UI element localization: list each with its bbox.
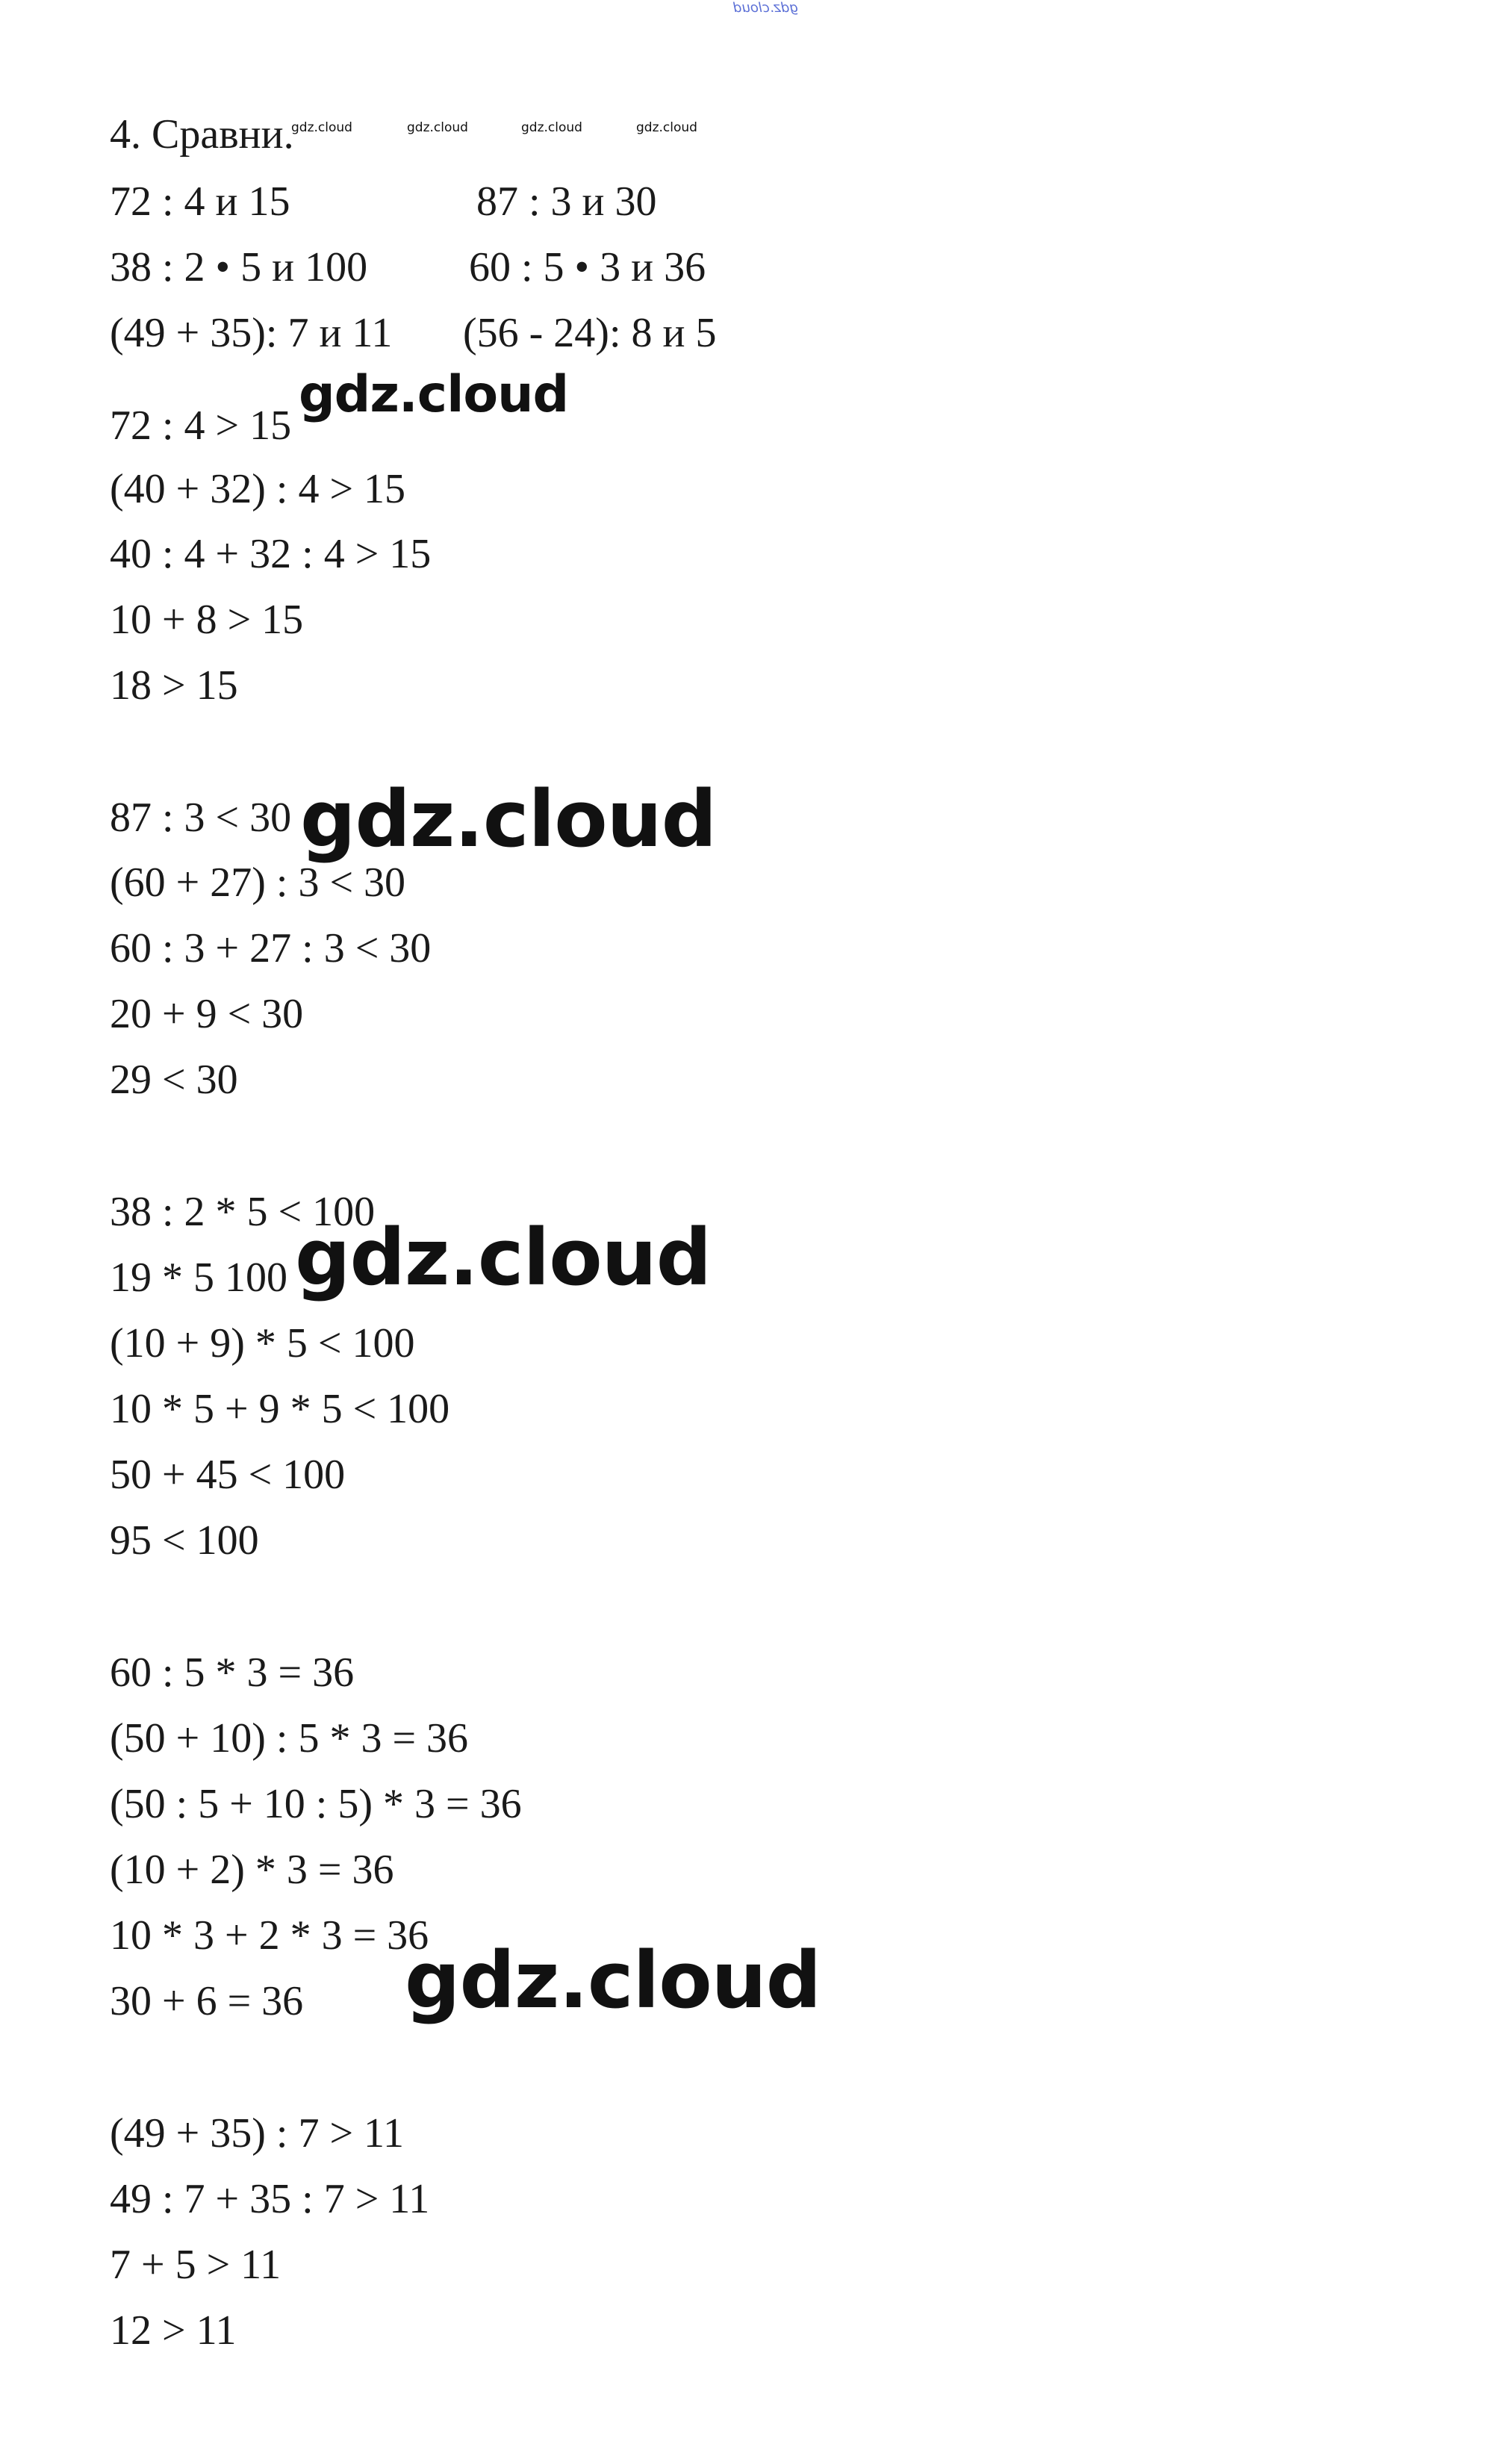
solution-1-line-5: 18 > 15 <box>110 662 238 709</box>
solution-4-line-1: 60 : 5 * 3 = 36 <box>110 1650 355 1696</box>
solution-4-line-6: 30 + 6 = 36 <box>110 1978 304 2024</box>
watermark-small-4: gdz.cloud <box>636 120 697 135</box>
solution-1-line-2: (40 + 32) : 4 > 15 <box>110 466 406 512</box>
solution-1-line-3: 40 : 4 + 32 : 4 > 15 <box>110 531 432 577</box>
solution-2-line-2: (60 + 27) : 3 < 30 <box>110 859 406 906</box>
watermark-big-3: gdz.cloud <box>405 1935 821 2026</box>
solution-4-line-3: (50 : 5 + 10 : 5) * 3 = 36 <box>110 1781 522 1827</box>
solution-2-line-5: 29 < 30 <box>110 1057 238 1103</box>
solution-4-line-5: 10 * 3 + 2 * 3 = 36 <box>110 1912 429 1959</box>
solution-3-line-1: 38 : 2 * 5 < 100 <box>110 1189 376 1235</box>
solution-1-line-4: 10 + 8 > 15 <box>110 597 304 643</box>
solution-3-line-4: 10 * 5 + 9 * 5 < 100 <box>110 1386 450 1432</box>
task-pair-2-left: 38 : 2 • 5 и 100 <box>110 244 368 290</box>
solution-4-line-4: (10 + 2) * 3 = 36 <box>110 1847 394 1893</box>
solution-4-line-2: (50 + 10) : 5 * 3 = 36 <box>110 1715 469 1762</box>
watermark-small-3: gdz.cloud <box>521 120 582 135</box>
task-pair-3-left: (49 + 35): 7 и 11 <box>110 310 393 356</box>
watermark-small-2: gdz.cloud <box>407 120 468 135</box>
task-pair-1-left: 72 : 4 и 15 <box>110 178 290 225</box>
watermark-top: gdz.cloud <box>733 0 798 16</box>
solution-5-line-1: (49 + 35) : 7 > 11 <box>110 2110 404 2157</box>
watermark-mid: gdz.cloud <box>299 365 569 424</box>
watermark-big-2: gdz.cloud <box>295 1212 712 1303</box>
task-pair-1-right: 87 : 3 и 30 <box>476 178 657 225</box>
task-pair-2-right: 60 : 5 • 3 и 36 <box>469 244 706 290</box>
solution-2-line-4: 20 + 9 < 30 <box>110 991 304 1037</box>
solution-3-line-5: 50 + 45 < 100 <box>110 1452 346 1498</box>
solution-3-line-3: (10 + 9) * 5 < 100 <box>110 1320 415 1366</box>
solution-2-line-3: 60 : 3 + 27 : 3 < 30 <box>110 925 432 971</box>
solution-5-line-3: 7 + 5 > 11 <box>110 2242 281 2288</box>
solution-3-line-6: 95 < 100 <box>110 1517 259 1564</box>
task-pair-3-right: (56 - 24): 8 и 5 <box>463 310 717 356</box>
watermark-big-1: gdz.cloud <box>300 774 717 865</box>
task-title: 4. Сравни. <box>110 111 294 158</box>
watermark-small-1: gdz.cloud <box>291 120 352 135</box>
solution-2-line-1: 87 : 3 < 30 <box>110 795 292 841</box>
solution-1-line-1: 72 : 4 > 15 <box>110 402 292 449</box>
solution-5-line-4: 12 > 11 <box>110 2307 237 2354</box>
solution-5-line-2: 49 : 7 + 35 : 7 > 11 <box>110 2176 430 2222</box>
solution-3-line-2: 19 * 5 100 <box>110 1254 287 1301</box>
